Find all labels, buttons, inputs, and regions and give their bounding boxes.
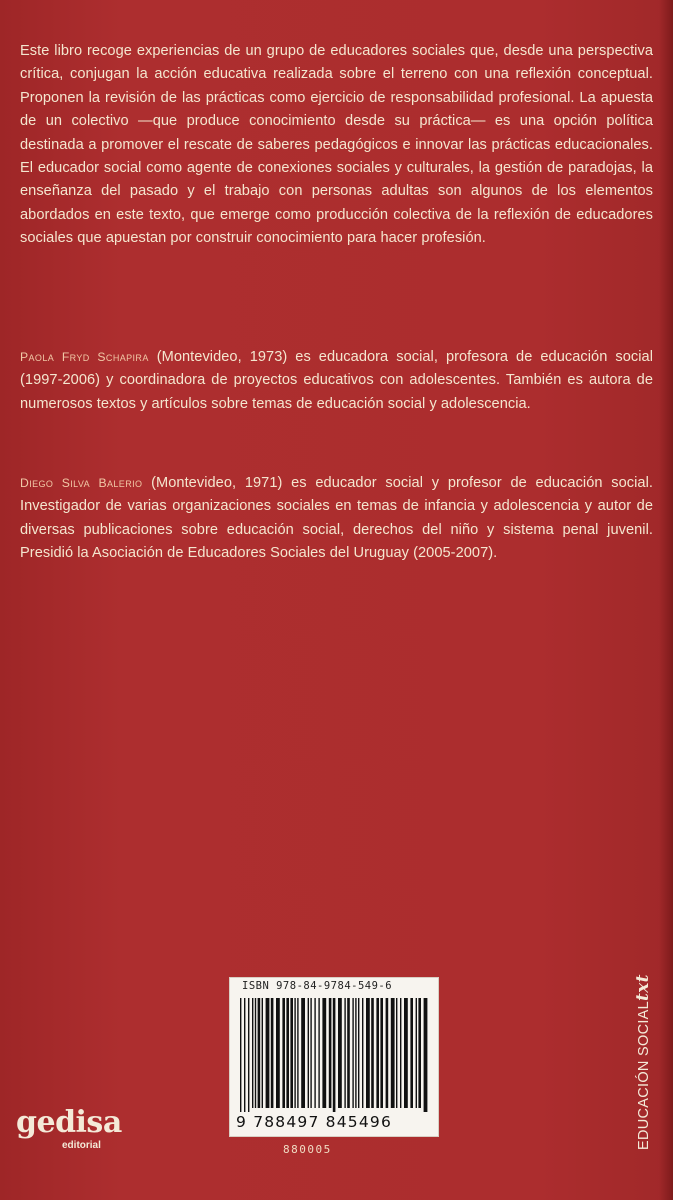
barcode-bar bbox=[252, 998, 253, 1108]
series-label bbox=[633, 974, 653, 1150]
barcode-bar bbox=[396, 998, 397, 1108]
spine-edge bbox=[659, 0, 673, 1200]
barcode-bar bbox=[380, 998, 383, 1108]
barcode-bar bbox=[386, 998, 389, 1108]
barcode-bars bbox=[238, 998, 430, 1112]
barcode-bar bbox=[416, 998, 417, 1108]
barcode-bar bbox=[344, 998, 345, 1108]
barcode-bar bbox=[322, 998, 326, 1108]
author-bio-1 bbox=[20, 346, 653, 416]
author-bio-text-1: (Montevideo, 1973) es educadora social, profesora de educación social (1997-2006) y coordinadora de proyectos educativos con adolescentes. También es autora de numerosos textos y artículos sobre temas de educación social y adolescencia. bbox=[20, 349, 653, 412]
series-name: EDUCACIÓN SOCIAL bbox=[636, 1000, 652, 1150]
barcode-bar bbox=[290, 998, 293, 1108]
barcode-bar bbox=[310, 998, 311, 1108]
barcode-digits: 9 788497 845496 bbox=[236, 1113, 393, 1131]
barcode-bar bbox=[276, 998, 280, 1108]
barcode-bar bbox=[358, 998, 359, 1108]
book-blurb: Este libro recoge experiencias de un grupo de educadores sociales que, desde una perspectiva crítica, conjugan la acción educativa realizada sobre el terreno con una reflexión conceptual. Proponen la revisión de las prácticas como ejercicio de responsabilidad profesional. La apuesta de un colectivo —que produce conocimiento desde su práctica— es una opción política destinada a promover el rescate de saberes pedagógicos e innovar las prácticas educacionales. El educador social como agente de conexiones sociales y culturales, la gestión de paradojas, la enseñanza del pasado y el trabajo con personas adultas son algunos de los elementos abordados en este texto, que emerge como producción colectiva de la reflexión de educadores sociales que apuestan por construir conocimiento para hacer profesión. bbox=[20, 43, 653, 247]
barcode-bar bbox=[248, 998, 249, 1112]
barcode-bar bbox=[318, 998, 319, 1108]
barcode-bar bbox=[308, 998, 309, 1108]
series-brand: txt bbox=[633, 974, 653, 1001]
barcode-bar bbox=[347, 998, 350, 1108]
barcode-bar bbox=[314, 998, 315, 1108]
barcode-bar bbox=[333, 998, 336, 1112]
barcode-bar bbox=[352, 998, 353, 1108]
barcode-bar bbox=[240, 998, 241, 1112]
isbn-text: ISBN 978-84-9784-549-6 bbox=[242, 980, 393, 992]
barcode-bar bbox=[282, 998, 285, 1108]
barcode-label bbox=[230, 978, 438, 1136]
barcode-bar bbox=[371, 998, 374, 1108]
barcode-bar bbox=[391, 998, 395, 1108]
barcode-bar bbox=[366, 998, 370, 1108]
product-code: 880005 bbox=[283, 1143, 332, 1156]
barcode-bar bbox=[362, 998, 363, 1108]
barcode-bar bbox=[338, 998, 342, 1108]
author-bio-2 bbox=[20, 472, 653, 566]
publisher-logo: gedisa bbox=[16, 1105, 122, 1140]
barcode-bar bbox=[266, 998, 270, 1108]
barcode-bar bbox=[244, 998, 245, 1112]
author-name-1: Paola Fryd Schapira bbox=[20, 350, 149, 364]
barcode-bar bbox=[404, 998, 408, 1108]
barcode-bar bbox=[400, 998, 401, 1108]
barcode-bar bbox=[418, 998, 421, 1108]
barcode-bar bbox=[355, 998, 356, 1108]
barcode-bar bbox=[376, 998, 379, 1108]
barcode-bar bbox=[424, 998, 428, 1112]
barcode-bar bbox=[258, 998, 261, 1108]
publisher-subtitle: editorial bbox=[62, 1140, 101, 1151]
barcode-bar bbox=[262, 998, 263, 1108]
barcode-bar bbox=[297, 998, 298, 1108]
barcode-bar bbox=[329, 998, 332, 1108]
barcode-bar bbox=[286, 998, 289, 1108]
barcode-bar bbox=[301, 998, 305, 1108]
barcode-bar bbox=[271, 998, 274, 1108]
author-name-2: Diego Silva Balerio bbox=[20, 476, 143, 490]
barcode-bar bbox=[294, 998, 295, 1108]
author-bio-text-2: (Montevideo, 1971) es educador social y profesor de educación social. Investigador de varias organizaciones sociales en temas de infancia y adolescencia y autor de diversas publicaciones sobre educación social, derechos del niño y sistema penal juvenil. Presidió la Asociación de Educadores Sociales del Uruguay (2005-2007). bbox=[20, 475, 653, 562]
barcode-bar bbox=[255, 998, 256, 1108]
barcode-bar bbox=[410, 998, 413, 1108]
